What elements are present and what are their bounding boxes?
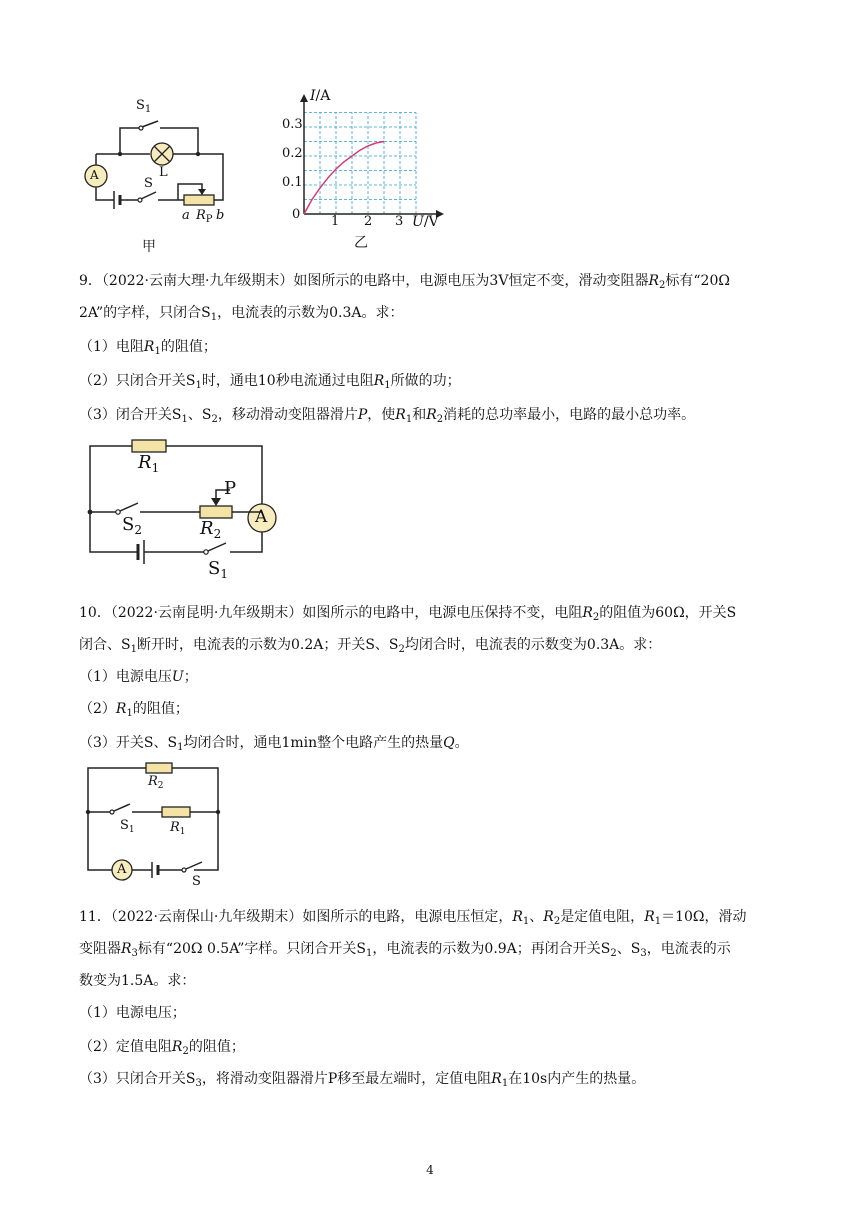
- q10-label-r2: $R_2$: [148, 774, 164, 791]
- x-tick-1: 1: [331, 214, 340, 229]
- q10-circuit: [82, 760, 232, 892]
- x-tick-3: 3: [395, 214, 404, 229]
- q9-part1: （1）电阻$R_1$的阻值；: [79, 339, 217, 357]
- label-switch: S: [144, 176, 153, 191]
- q9-label-r2: $R_2$: [200, 518, 222, 541]
- q9-label-s2: $S_2$: [122, 514, 142, 537]
- q9-stem-line2: 2A”的字样，只闭合$S_1$，电流表的示数为0.3A。求：: [79, 305, 404, 323]
- caption-jia: 甲: [142, 239, 156, 255]
- q9-label-p: P: [224, 478, 237, 499]
- x-tick-2: 2: [364, 214, 373, 229]
- q9-ammeter-letter: A: [255, 507, 268, 527]
- q10-part3: （3）开关S、$S_1$均闭合时，通电1min整个电路产生的热量Q。: [79, 735, 469, 753]
- q9-label-r1: $R_1$: [138, 452, 160, 475]
- label-s1: $S_1$: [136, 98, 152, 115]
- q11-part2: （2）定值电阻$R_2$的阻值；: [79, 1039, 245, 1057]
- q10-stem-line1: 10．（2022·云南昆明·九年级期末）如图所示的电路中，电源电压保持不变，电阻$R_2$的阻值为60Ω，开关S: [79, 605, 737, 623]
- figure-yi-iu-graph: [284, 86, 454, 252]
- q11-stem-line3: 数变为1.5A。求：: [79, 973, 196, 989]
- q10-label-r1: $R_1$: [170, 820, 186, 837]
- x-axis-label: U/V: [412, 214, 439, 230]
- iu-curve: [304, 142, 384, 215]
- y-tick-0.3: 0.3: [282, 117, 303, 132]
- q10-label-s1: $S_1$: [120, 818, 135, 835]
- q10-stem-line2: 闭合、$S_1$断开时，电流表的示数为0.2A；开关S、$S_2$均闭合时，电流表的示数变为0.3A。求：: [79, 637, 662, 655]
- q11-stem-line2: 变阻器$R_3$标有“20Ω 0.5A”字样。只闭合开关$S_1$，电流表的示数为0.9A；再闭合开关$S_2$、$S_3$，电流表的示: [79, 941, 731, 959]
- q10-part2: $(2)R_1$的阻值；: [79, 701, 189, 719]
- label-end-b: b: [216, 208, 225, 223]
- origin-label: 0: [292, 207, 301, 222]
- q9-part3: （3）闭合开关$S_1$、$S_2$，移动滑动变阻器滑片P，使$R_1$和$R_2$消耗的总功率最小，电路的最小总功率。: [79, 407, 696, 425]
- label-lamp: L: [159, 165, 168, 180]
- q10-part1: （1）电源电压U；: [79, 669, 198, 685]
- q11-part1: （1）电源电压；: [79, 1005, 186, 1021]
- ammeter-letter: A: [90, 168, 99, 182]
- caption-yi: 乙: [354, 235, 368, 251]
- q10-ammeter-letter: A: [117, 862, 127, 877]
- q11-part3: （3）只闭合开关$S_3$，将滑动变阻器滑片P移至最左端时，定值电阻$R_1$在10s内产生的热量。: [79, 1071, 646, 1089]
- y-axis-label: I/A: [310, 88, 331, 104]
- page-number: 4: [426, 1163, 434, 1177]
- q9-circuit: [80, 434, 290, 584]
- y-tick-0.2: 0.2: [282, 146, 303, 161]
- q10-label-s: S: [192, 874, 201, 889]
- q9-stem-line1: 9．（2022·云南大理·九年级期末）如图所示的电路中，电源电压为3V恒定不变，滑动变阻器$R_2$标有“20Ω: [79, 273, 730, 291]
- q9-label-s1: $S_1$: [208, 558, 228, 581]
- figure-jia-circuit: [78, 92, 238, 260]
- label-rheostat: $R_P$: [196, 208, 213, 225]
- q11-stem-line1: 11．（2022·云南保山·九年级期末）如图所示的电路，电源电压恒定，$R_1$、$R_2$是定值电阻，$R_1=10\Omega$，滑动: [79, 909, 747, 927]
- y-tick-0.1: 0.1: [282, 175, 303, 190]
- label-end-a: a: [182, 208, 190, 223]
- q9-part2: （2）只闭合开关$S_1$时，通电10秒电流通过电阻$R_1$所做的功；: [79, 373, 461, 391]
